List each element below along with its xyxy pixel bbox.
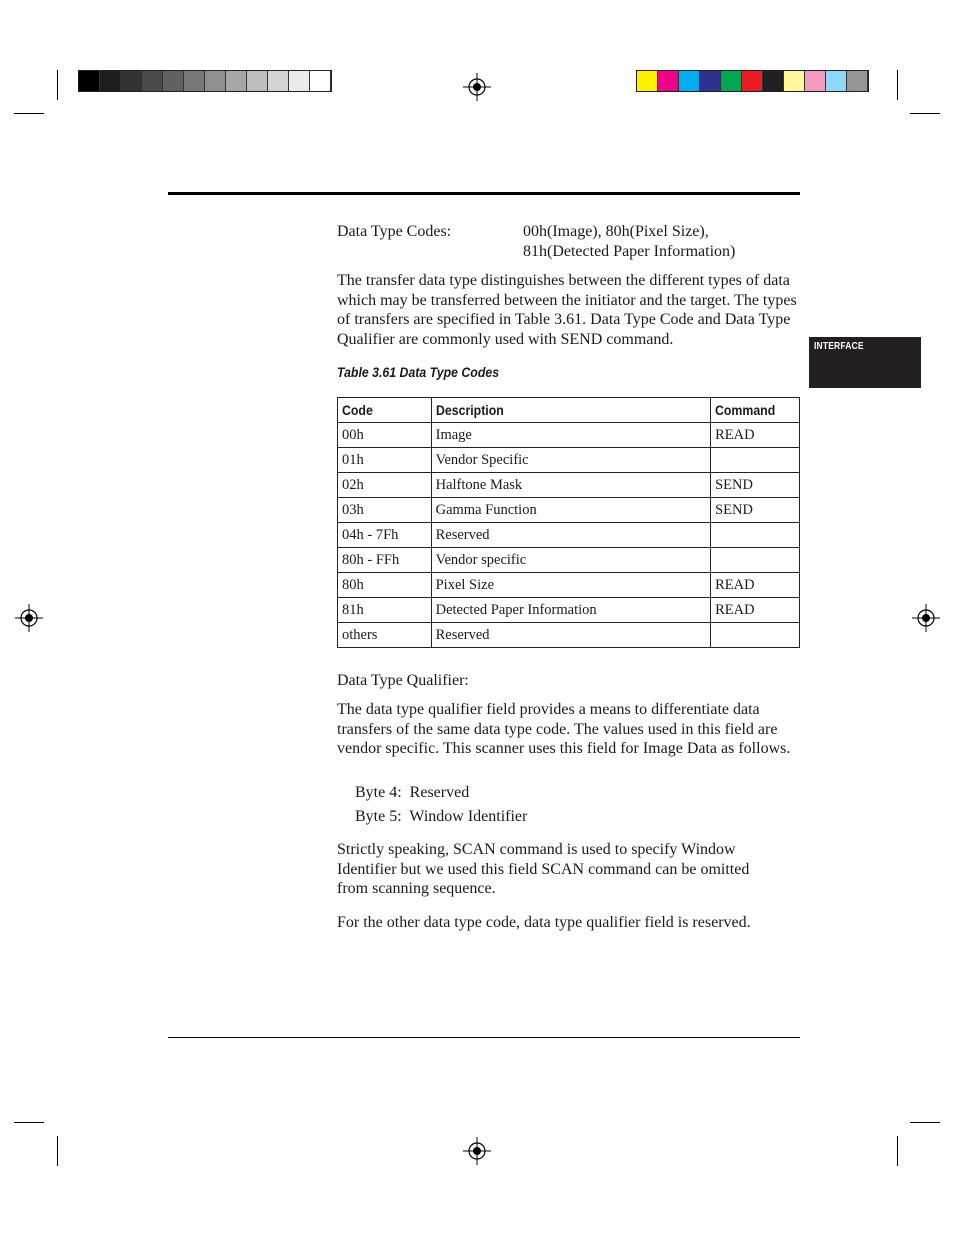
table-row <box>338 473 800 498</box>
gray-swatch <box>142 71 163 91</box>
data-type-codes-label: Data Type Codes: <box>337 223 452 240</box>
table-row <box>338 448 800 473</box>
data-type-codes-value-2: 81h(Detected Paper Information) <box>523 243 736 260</box>
command-cell <box>711 548 800 573</box>
grayscale-calibration-bar <box>78 70 332 92</box>
table-row <box>338 423 800 448</box>
gray-swatch <box>289 71 310 91</box>
description-cell: Vendor Specific <box>431 448 710 473</box>
code-cell: 00h <box>338 423 432 448</box>
code-cell: 80h - FFh <box>338 548 432 573</box>
gray-swatch <box>121 71 142 91</box>
registration-mark-icon <box>463 73 491 101</box>
crop-mark <box>14 113 44 114</box>
crop-mark <box>897 1136 898 1166</box>
intro-paragraph: The transfer data type distinguishes between the different types of data which may be transferred between the initiator and the target. The types of transfers are specified in Table 3.61. Data Type Code and Data Type Qualifier are commonly used with SEND command. <box>337 272 797 348</box>
command-cell: SEND <box>711 498 800 523</box>
data-type-codes-value-1: 00h(Image), 80h(Pixel Size), <box>523 223 709 240</box>
strictly-paragraph: Strictly speaking, SCAN command is used to specify Window Identifier but we used this field SCAN command can be omitted from scanning sequence. <box>337 841 750 897</box>
description-cell: Vendor specific <box>431 548 710 573</box>
color-swatch <box>742 71 763 91</box>
code-cell: 03h <box>338 498 432 523</box>
registration-mark-icon <box>463 1137 491 1165</box>
code-cell: 81h <box>338 598 432 623</box>
table-header-row <box>338 398 800 423</box>
color-swatch <box>763 71 784 91</box>
crop-mark <box>57 70 58 100</box>
crop-mark <box>910 1122 940 1123</box>
gray-swatch <box>184 71 205 91</box>
code-cell: others <box>338 623 432 648</box>
table-row <box>338 498 800 523</box>
gray-swatch <box>205 71 226 91</box>
description-cell: Halftone Mask <box>431 473 710 498</box>
byte5-line: Byte 5: Window Identifier <box>355 808 528 825</box>
color-swatch <box>826 71 847 91</box>
column-header-description: Description <box>431 398 710 423</box>
command-cell: READ <box>711 598 800 623</box>
description-cell: Image <box>431 423 710 448</box>
section-tab <box>809 337 921 388</box>
color-swatch <box>658 71 679 91</box>
color-swatch <box>847 71 868 91</box>
description-cell: Reserved <box>431 623 710 648</box>
code-cell: 01h <box>338 448 432 473</box>
code-cell: 80h <box>338 573 432 598</box>
description-cell: Detected Paper Information <box>431 598 710 623</box>
color-swatch <box>700 71 721 91</box>
description-cell: Pixel Size <box>431 573 710 598</box>
gray-swatch <box>79 71 100 91</box>
table-row <box>338 548 800 573</box>
color-swatch <box>784 71 805 91</box>
other-codes-paragraph: For the other data type code, data type qualifier field is reserved. <box>337 914 751 931</box>
header-rule <box>168 192 800 195</box>
gray-swatch <box>226 71 247 91</box>
color-swatch <box>721 71 742 91</box>
command-cell: SEND <box>711 473 800 498</box>
registration-mark-icon <box>15 604 43 632</box>
color-swatch <box>679 71 700 91</box>
data-type-codes-table <box>337 397 800 648</box>
code-cell: 02h <box>338 473 432 498</box>
crop-mark <box>57 1136 58 1166</box>
column-header-command: Command <box>711 398 800 423</box>
command-cell <box>711 623 800 648</box>
gray-swatch <box>268 71 289 91</box>
table-row <box>338 573 800 598</box>
gray-swatch <box>100 71 121 91</box>
color-swatch <box>637 71 658 91</box>
color-swatch <box>805 71 826 91</box>
crop-mark <box>897 70 898 100</box>
command-cell: READ <box>711 423 800 448</box>
footer-rule <box>168 1037 800 1038</box>
gray-swatch <box>163 71 184 91</box>
byte4-line: Byte 4: Reserved <box>355 784 470 801</box>
command-cell <box>711 523 800 548</box>
code-cell: 04h - 7Fh <box>338 523 432 548</box>
section-tab-label: INTERFACE <box>814 341 864 352</box>
crop-mark <box>910 113 940 114</box>
command-cell: READ <box>711 573 800 598</box>
crop-mark <box>14 1122 44 1123</box>
qualifier-paragraph: The data type qualifier field provides a means to differentiate data transfers of the same data type code. The values used in this field are vendor specific. This scanner uses this field for Image Data as follows. <box>337 701 791 757</box>
description-cell: Gamma Function <box>431 498 710 523</box>
command-cell <box>711 448 800 473</box>
gray-swatch <box>247 71 268 91</box>
table-caption: Table 3.61 Data Type Codes <box>337 364 500 380</box>
registration-mark-icon <box>912 604 940 632</box>
column-header-code: Code <box>338 398 432 423</box>
qualifier-heading: Data Type Qualifier: <box>337 672 469 689</box>
table-row <box>338 623 800 648</box>
color-calibration-bar <box>636 70 869 92</box>
description-cell: Reserved <box>431 523 710 548</box>
table-row <box>338 598 800 623</box>
table-row <box>338 523 800 548</box>
gray-swatch <box>310 71 331 91</box>
